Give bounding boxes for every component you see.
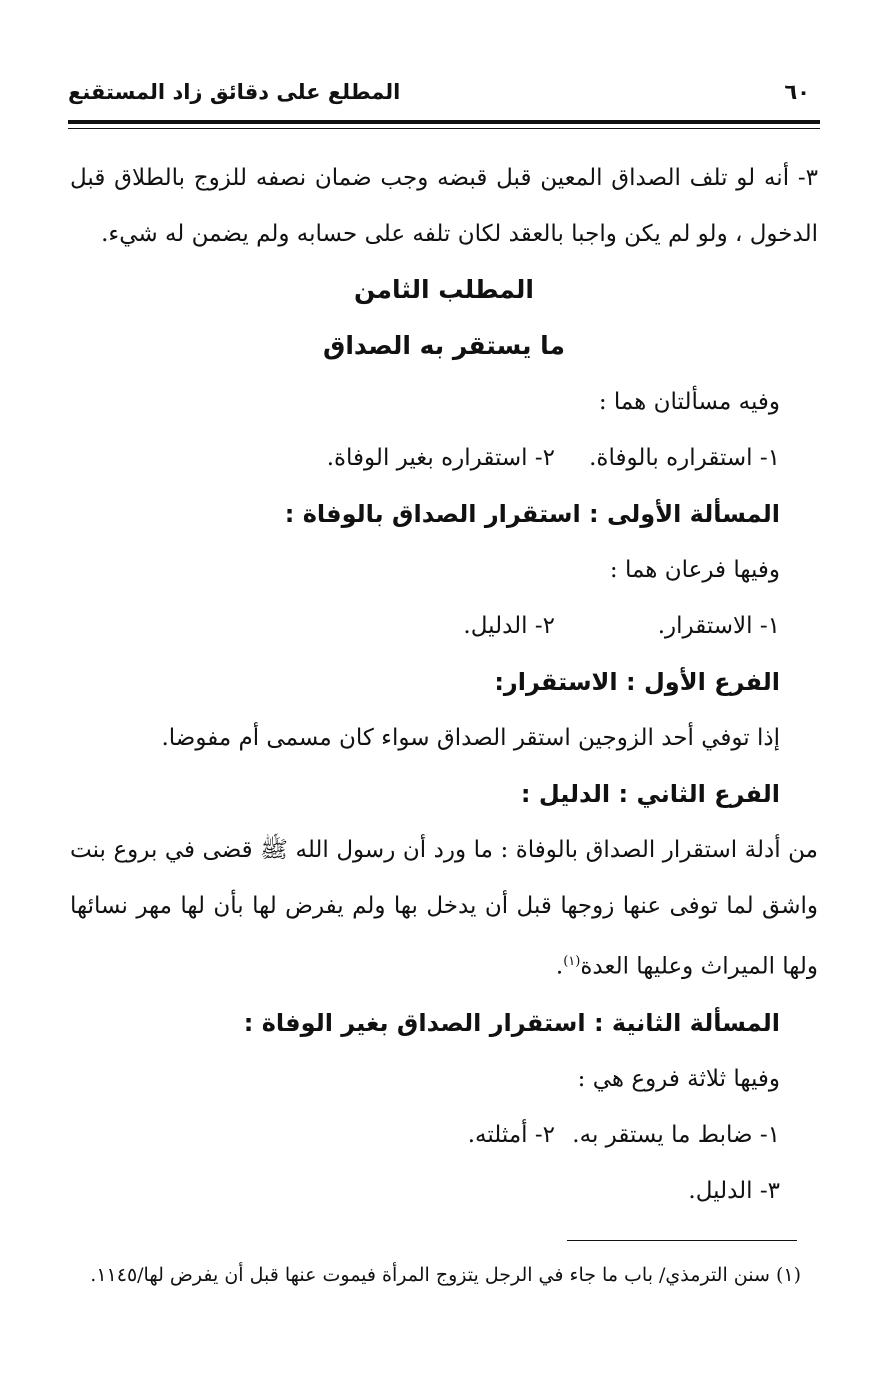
running-header (68, 76, 820, 118)
issue-2-item-3: ٣- الدليل. (688, 1177, 780, 1204)
section-intro-items (70, 430, 818, 486)
issue-1-item-2: ٢- الدليل. (463, 613, 555, 639)
footnote-divider (567, 1240, 797, 1241)
point-3-paragraph: ٣- أنه لو تلف الصداق المعين قبل قبضه وجب ضمان نصفه للزوج بالطلاق قبل الدخول ، ولو لم يكن واجبا بالعقد لكان تلفه على حسابه ولم يضمن له شيء. (70, 165, 818, 247)
issue-2-items (70, 1107, 818, 1163)
issue-1-heading: المسألة الأولى : استقرار الصداق بالوفاة : (284, 500, 780, 528)
section-subtitle: ما يستقر به الصداق (322, 331, 566, 360)
page-body (70, 150, 818, 1219)
header-rule-thin (68, 128, 820, 129)
issue-2-item-2: ٢- أمثلته. (467, 1121, 555, 1148)
footnote-reference[interactable]: (١) (563, 954, 581, 969)
intro-item-2: ٢- استقراره بغير الوفاة. (326, 445, 555, 471)
issue-2-heading: المسألة الثانية : استقرار الصداق بغير الوفاة : (243, 1008, 780, 1037)
branch-2-end: . (555, 953, 564, 980)
branch-1-text: إذا توفي أحد الزوجين استقر الصداق سواء كان مسمى أم مفوضا. (161, 725, 780, 751)
branch-2-text: من أدلة استقرار الصداق بالوفاة : ما ورد أن رسول الله ﷺ قضى في بروع بنت واشق لما توفى عنها زوجها قبل أن يدخل بها ولم يفرض لها بأن لها مهر نسائها ولها الميراث وعليها العدة (70, 837, 818, 980)
footnote-1: (١) سنن الترمذي/ باب ما جاء في الرجل يتزوج المرأة فيموت عنها قبل أن يفرض لها/١١٤٥. (90, 1264, 801, 1286)
intro-item-1: ١- استقراره بالوفاة. (589, 445, 780, 471)
branch-1-heading: الفرع الأول : الاستقرار: (494, 668, 780, 696)
section-title: المطلب الثامن (354, 275, 534, 304)
issue-2-item-1: ١- ضابط ما يستقر به. (572, 1121, 780, 1148)
issue-1-intro: وفيها فرعان هما : (609, 557, 780, 583)
header-rule-thick (68, 120, 820, 124)
book-title: المطلع على دقائق زاد المستقنع (68, 80, 401, 104)
issue-1-items (70, 598, 818, 654)
section-intro: وفيه مسألتان هما : (598, 389, 780, 415)
page-number: ٦٠ (784, 80, 810, 104)
issue-2-intro: وفيها ثلاثة فروع هي : (577, 1065, 780, 1092)
issue-1-item-1: ١- الاستقرار. (657, 613, 780, 639)
branch-2-paragraph (70, 822, 818, 995)
branch-2-heading: الفرع الثاني : الدليل : (520, 780, 780, 808)
